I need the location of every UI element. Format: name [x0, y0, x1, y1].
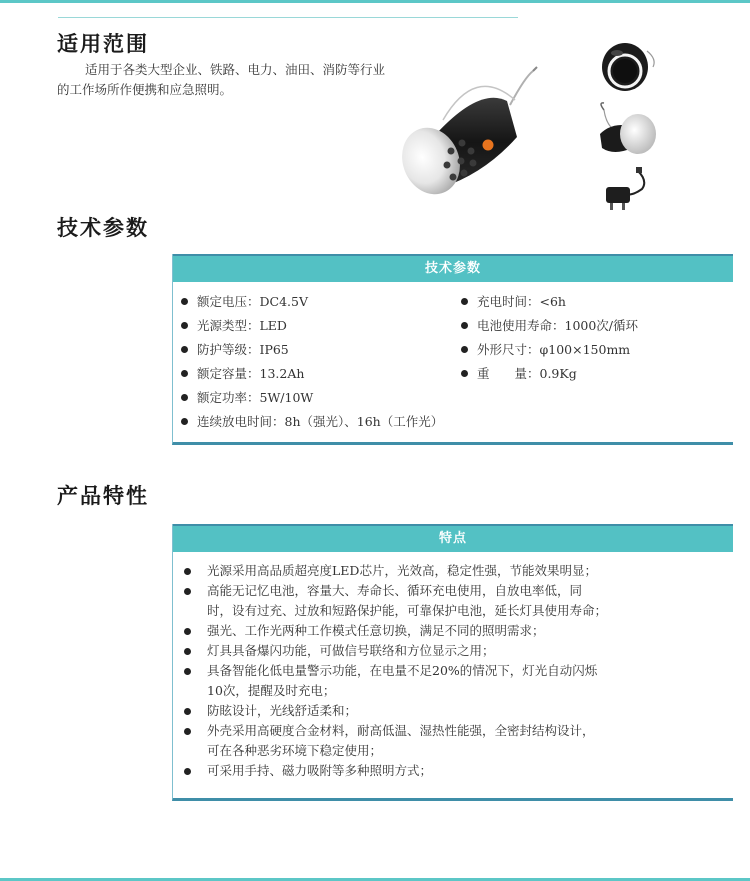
header-divider	[58, 17, 518, 18]
application-title: 适用范围	[57, 32, 149, 56]
feature-item: 可采用手持、磁力吸附等多种照明方式；	[173, 761, 733, 781]
spec-item: 防护等级：IP65	[173, 338, 443, 362]
spec-item: 充电时间：<6h	[453, 290, 638, 314]
specs-left-column	[173, 290, 443, 434]
bullet-icon	[184, 668, 191, 675]
feature-item: 具备智能化低电量警示功能，在电量不足20%的情况下，灯光自动闪烁 10次，提醒及时充电；	[173, 661, 733, 701]
features-table-header: 特点	[173, 524, 733, 552]
feature-item: 灯具具备爆闪功能，可做信号联络和方位显示之用；	[173, 641, 733, 661]
bullet-icon	[181, 322, 188, 329]
specs-table	[172, 254, 733, 445]
bullet-icon	[461, 322, 468, 329]
spec-item: 连续放电时间：8h（强光）、16h（工作光）	[173, 410, 443, 434]
feature-item: 防眩设计，光线舒适柔和；	[173, 701, 733, 721]
spec-item: 光源类型：LED	[173, 314, 443, 338]
bullet-icon	[181, 370, 188, 377]
spec-item: 额定电压：DC4.5V	[173, 290, 443, 314]
spec-item: 电池使用寿命：1000次/循环	[453, 314, 638, 338]
bullet-icon	[461, 370, 468, 377]
feature-item: 外壳采用高硬度合金材料，耐高低温、湿热性能强，全密封结构设计， 可在各种恶劣环境下稳定使用；	[173, 721, 733, 761]
features-list	[173, 552, 733, 798]
bullet-icon	[184, 708, 191, 715]
spec-item: 额定容量：13.2Ah	[173, 362, 443, 386]
bullet-icon	[184, 768, 191, 775]
bullet-icon	[181, 298, 188, 305]
application-text: 适用于各类大型企业、铁路、电力、油田、消防等行业的工作场所作便携和应急照明。	[57, 62, 386, 97]
features-title: 产品特性	[57, 484, 149, 508]
specs-table-body	[173, 282, 733, 442]
features-table	[172, 524, 733, 801]
bullet-icon	[181, 346, 188, 353]
feature-item: 光源采用高品质超亮度LED芯片，光效高，稳定性强，节能效果明显；	[173, 561, 733, 581]
bullet-icon	[181, 418, 188, 425]
bullet-icon	[461, 298, 468, 305]
specs-title: 技术参数	[57, 216, 149, 240]
spec-item: 额定功率：5W/10W	[173, 386, 443, 410]
bullet-icon	[184, 628, 191, 635]
spec-item: 外形尺寸：φ100×150mm	[453, 338, 638, 362]
feature-item: 高能无记忆电池，容量大、寿命长、循环充电使用，自放电率低，同 时，设有过充、过放和短路保护能，可靠保护电池，延长灯具使用寿命；	[173, 581, 733, 621]
lamp-main-photo	[385, 65, 560, 200]
specs-table-header: 技术参数	[173, 254, 733, 282]
spec-item: 重 量：0.9Kg	[453, 362, 638, 386]
feature-item: 强光、工作光两种工作模式任意切换，满足不同的照明需求；	[173, 621, 733, 641]
lamp-hook-photo	[592, 100, 664, 160]
lamp-base-photo	[595, 33, 663, 95]
bullet-icon	[181, 394, 188, 401]
bullet-icon	[461, 346, 468, 353]
bullet-icon	[184, 568, 191, 575]
bullet-icon	[184, 648, 191, 655]
top-border	[0, 0, 750, 3]
bullet-icon	[184, 588, 191, 595]
bullet-icon	[184, 728, 191, 735]
charger-photo	[598, 165, 654, 213]
specs-right-column	[453, 290, 638, 386]
